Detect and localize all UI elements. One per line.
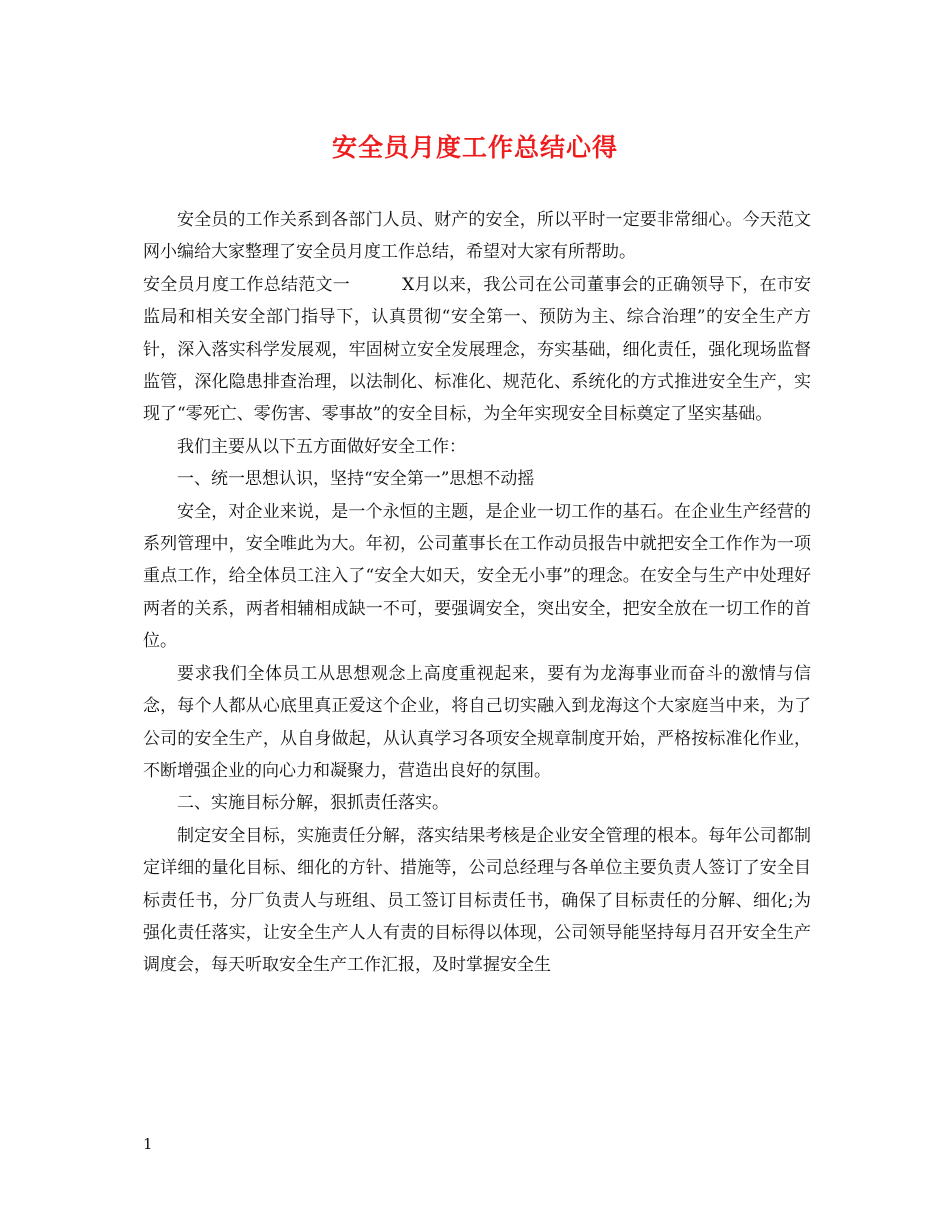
document-title: 安全员月度工作总结心得 [331,133,618,162]
section-1-heading: 一、统一思想认识，坚持“安全第一”思想不动摇 [177,469,535,490]
section-2-paragraph-1: 制定安全目标，实施责任分解，落实结果考核是企业安全管理的根本。每年公司都制定详细的量化目标、细化的方针、措施等，公司总经理与各单位主要负责人签订了安全目标责任书，分厂负责人与班组、员工签订目标责任书，确保了目标责任的分解、细化;为强化责任落实，让安全生产人人有责的目标得以体现，公司领导能坚持每月召开安全生产调度会，每天听取安全生产工作汇报，及时掌握安全生 [143,825,811,976]
five-aspects-paragraph: 我们主要从以下五方面做好安全工作： [177,436,466,457]
sample-paragraph [143,269,811,431]
intro-paragraph: 安全员的工作关系到各部门人员、财产的安全，所以平时一定要非常细心。今天范文网小编给大家整理了安全员月度工作总结，希望对大家有所帮助。 [143,210,811,263]
sample-heading: 安全员月度工作总结范文一 [143,274,351,295]
page-number: 1 [143,1135,153,1153]
sample-content: X月以来，我公司在公司董事会的正确领导下，在市安监局和相关安全部门指导下，认真贯彻“安全第一、预防为主、综合治理”的安全生产方针，深入落实科学发展观，牢固树立安全发展理念，夯实基础，细化责任，强化现场监督监管，深化隐患排查治理，以法制化、标准化、规范化、系统化的方式推进安全生产，实现了“零死亡、零伤害、零事故”的安全目标，为全年实现安全目标奠定了坚实基础。 [143,274,812,425]
section-2-heading: 二、实施目标分解，狠抓责任落实。 [177,793,449,814]
section-1-paragraph-2: 要求我们全体员工从思想观念上高度重视起来，要有为龙海事业而奋斗的激情与信念，每个人都从心底里真正爱这个企业，将自己切实融入到龙海这个大家庭当中来，为了公司的安全生产，从自身做起，从认真学习各项安全规章制度开始，严格按标准化作业，不断增强企业的向心力和凝聚力，营造出良好的氛围。 [143,663,811,781]
section-1-paragraph-1: 安全，对企业来说，是一个永恒的主题，是企业一切工作的基石。在企业生产经营的系列管理中，安全唯此为大。年初，公司董事长在工作动员报告中就把安全工作作为一项重点工作，给全体员工注入了“安全大如天，安全无小事”的理念。在安全与生产中处理好两者的关系，两者相辅相成缺一不可，要强调安全，突出安全，把安全放在一切工作的首位。 [143,501,811,652]
document-body [143,204,811,982]
